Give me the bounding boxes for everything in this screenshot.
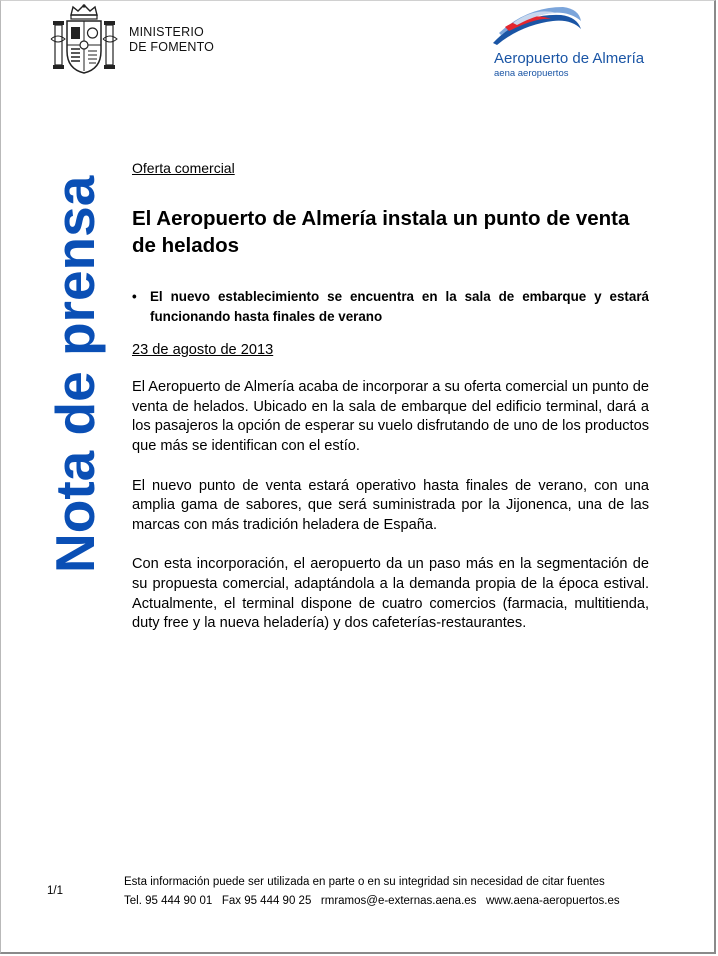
release-date: 23 de agosto de 2013 [132, 341, 274, 358]
aena-swoosh-icon [491, 3, 583, 47]
section-label: Oferta comercial [132, 160, 235, 176]
ministry-logo [47, 3, 214, 77]
paragraph-2: El nuevo punto de venta estará operativo hasta finales de verano, con una amplia gama de sabores, que será suministrada por la Jijonenca, una de las marcas con más tradición heladera de España. [132, 477, 649, 533]
nota-de-prensa-title: Nota de prensa [44, 175, 106, 573]
bullet-icon: • [132, 288, 137, 304]
page-number: 1/1 [47, 885, 63, 897]
spanish-coat-of-arms-icon [47, 3, 121, 77]
airport-name: Aeropuerto de Almería [494, 50, 645, 67]
ministry-line-1: MINISTERIO [129, 25, 204, 39]
headline: El Aeropuerto de Almería instala un punto de venta de helados [132, 206, 630, 257]
ministry-name [129, 25, 214, 55]
footer-contact: Tel. 95 444 90 01 Fax 95 444 90 25 rmramos@e-externas.aena.es www.aena-aeropuertos.es [124, 895, 620, 907]
airport-logo [491, 3, 661, 79]
bullet-text: El nuevo establecimiento se encuentra en la sala de embarque y estará funcionando hasta finales de verano [150, 288, 649, 324]
paragraph-1: El Aeropuerto de Almería acaba de incorporar a su oferta comercial un punto de venta de helados. Ubicado en la sala de embarque del edificio terminal, dará a los pasajeros la opción de esperar su vuelo disfrutando de uno de los productos que más se identifican con el estío. [132, 379, 649, 454]
paragraph-3: Con esta incorporación, el aeropuerto da un paso más en la segmentación de su propuesta comercial, adaptándola a la demanda propia de la época estival. Actualmente, el terminal dispone de cuatro comercios (farmacia, multitienda, duty free y la nueva heladería) y dos cafeterías-restaurantes. [132, 556, 649, 632]
summary-bullet [132, 287, 649, 327]
footer [124, 873, 620, 911]
article-body [132, 159, 649, 654]
airport-subtitle: aena aeropuertos [494, 68, 569, 79]
footer-disclaimer: Esta información puede ser utilizada en parte o en su integridad sin necesidad de citar fuentes [124, 876, 605, 888]
ministry-line-2: DE FOMENTO [129, 40, 215, 54]
